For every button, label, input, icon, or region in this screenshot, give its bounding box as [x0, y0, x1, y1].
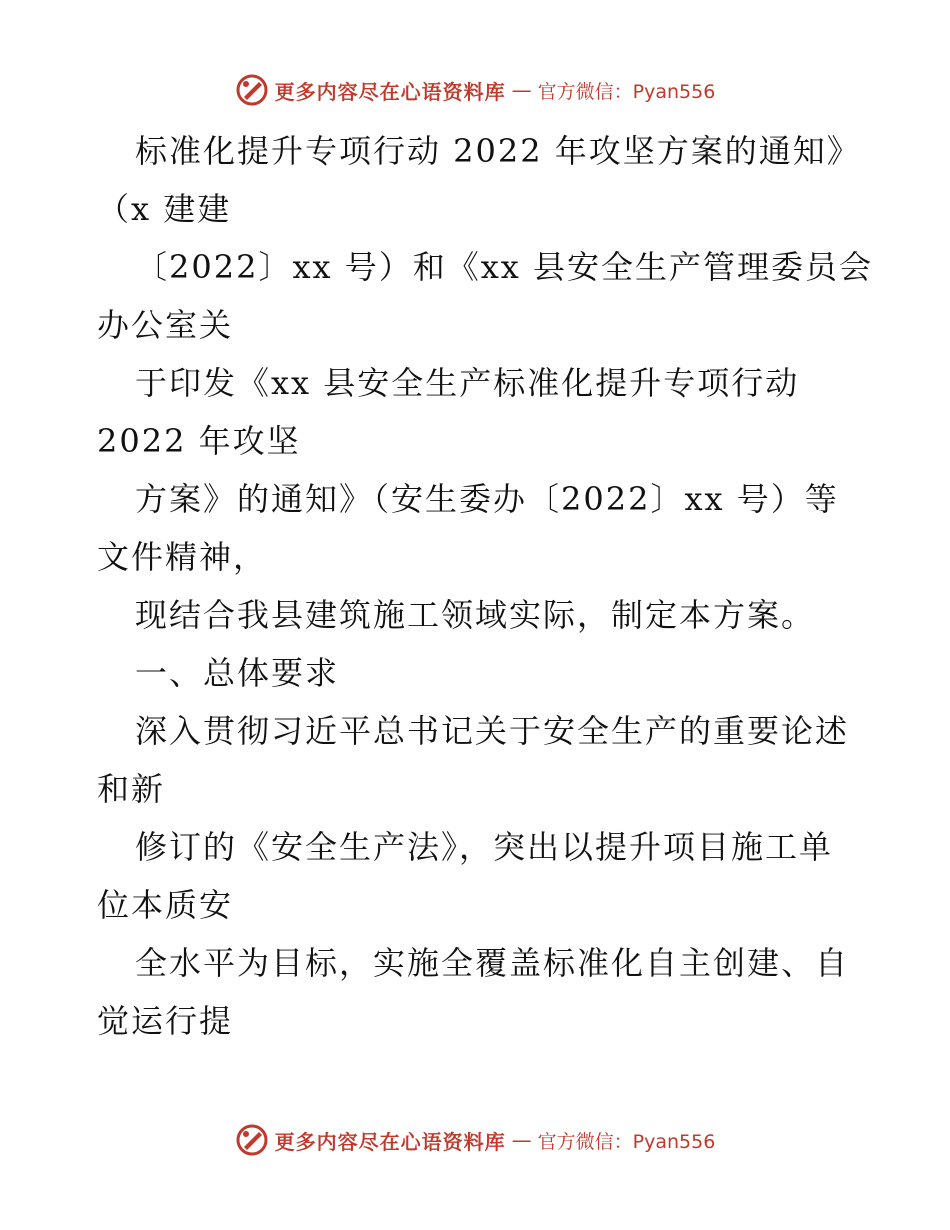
document-line: 和新: [97, 770, 166, 808]
document-line: 文件精神，: [97, 538, 268, 576]
document-body: [97, 122, 873, 1050]
banner-separator: —: [511, 1128, 532, 1152]
header-banner: [0, 70, 950, 110]
brand-logo-icon: [235, 1123, 269, 1157]
banner-separator: —: [511, 78, 532, 102]
banner-wechat-text: 官方微信：Pyan556: [537, 1130, 716, 1153]
document-line: 2022 年攻坚: [97, 422, 301, 460]
document-line: 办公室关: [97, 306, 234, 344]
document-line: 修订的《安全生产法》，突出以提升项目施工单: [135, 828, 834, 866]
banner-wechat-text: 官方微信：Pyan556: [537, 80, 716, 103]
banner-brand-text: 更多内容尽在心语资料库: [274, 1129, 506, 1154]
footer-banner: [0, 1120, 950, 1160]
document-line: 全水平为目标，实施全覆盖标准化自主创建、自: [135, 944, 850, 982]
document-line: 位本质安: [97, 886, 234, 924]
banner-brand-text: 更多内容尽在心语资料库: [274, 79, 506, 104]
document-line: 于印发《xx 县安全生产标准化提升专项行动: [135, 364, 800, 402]
document-line: 方案》的通知》（安生委办〔2022〕xx 号）等: [135, 480, 839, 518]
document-line: 〔2022〕xx 号）和《xx 县安全生产管理委员会: [135, 248, 873, 286]
document-line: 现结合我县建筑施工领域实际，制定本方案。: [135, 596, 816, 634]
document-line: （x 建建: [97, 190, 232, 228]
brand-logo-icon: [235, 73, 269, 107]
document-line: 深入贯彻习近平总书记关于安全生产的重要论述: [135, 712, 850, 750]
document-line: 一、总体要求: [135, 654, 340, 692]
document-line: 标准化提升专项行动 2022 年攻坚方案的通知》: [135, 132, 861, 170]
document-line: 觉运行提: [97, 1002, 234, 1040]
